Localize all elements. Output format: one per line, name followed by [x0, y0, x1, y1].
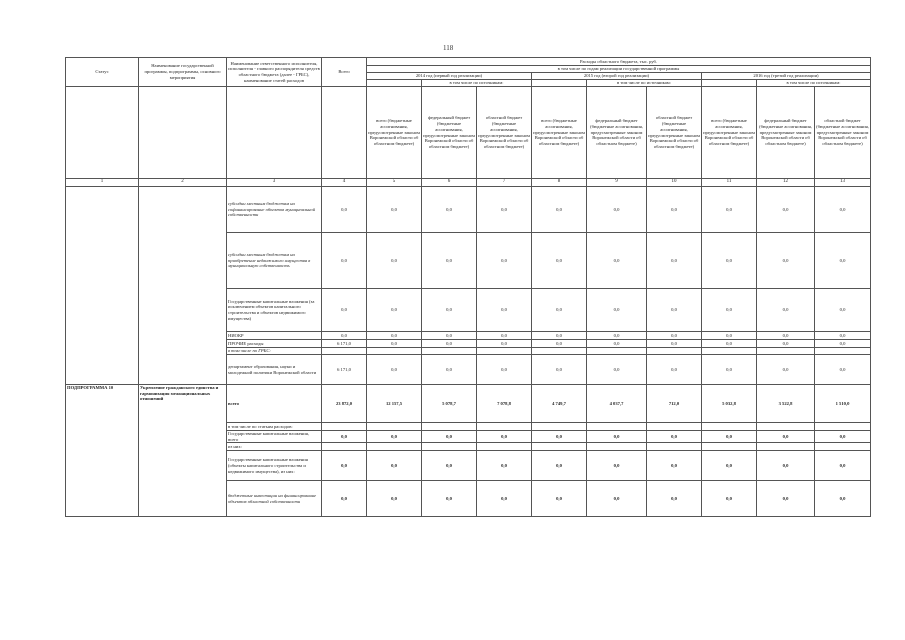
value-cell: [757, 423, 815, 431]
value-cell: [587, 423, 647, 431]
value-cell: [815, 443, 871, 451]
column-number: 2: [139, 179, 227, 187]
column-number: 8: [532, 179, 587, 187]
value-cell: 0,0: [477, 187, 532, 233]
header-expenses-title: Расходы областного бюджета, тыс. руб.: [367, 58, 871, 66]
status-cell: [66, 187, 139, 385]
value-cell: [532, 348, 587, 355]
header-total-budget: всего (бюджетные ассигнования, предусмотренные законом Воронежской области об областном бюджете): [532, 87, 587, 179]
value-cell: 0,0: [757, 355, 815, 385]
value-cell: 0,0: [815, 355, 871, 385]
value-cell: 0,0: [815, 481, 871, 517]
value-cell: 0,0: [422, 340, 477, 348]
value-cell: [367, 348, 422, 355]
row-label: в том числе по ГРБС:: [227, 348, 322, 355]
value-cell: 0,0: [587, 187, 647, 233]
value-cell: 0,0: [422, 332, 477, 340]
value-cell: [587, 443, 647, 451]
value-cell: 0,0: [322, 431, 367, 443]
value-cell: [647, 443, 702, 451]
value-cell: 7 078,8: [477, 385, 532, 423]
value-cell: 0,0: [477, 340, 532, 348]
value-cell: [477, 348, 532, 355]
value-cell: 0,0: [532, 431, 587, 443]
value-cell: 0,0: [647, 332, 702, 340]
value-cell: [322, 423, 367, 431]
value-cell: [702, 348, 757, 355]
row-label: субсидии местным бюджетам на софинансирование объектов муниципальной собственности: [227, 187, 322, 233]
value-cell: 0,0: [815, 431, 871, 443]
value-cell: [477, 423, 532, 431]
header-regional: областной бюджет (бюджетные ассигнования, предусмотренные законом Воронежской области об областном бюджете): [477, 87, 532, 179]
value-cell: 0,0: [647, 481, 702, 517]
column-number: 5: [367, 179, 422, 187]
header-federal: федеральный бюджет (бюджетные ассигнования, предусмотренные законом Воронежской области об областном бюджете): [757, 87, 815, 179]
value-cell: 0,0: [322, 289, 367, 332]
value-cell: 23 872,0: [322, 385, 367, 423]
value-cell: 0,0: [647, 451, 702, 481]
value-cell: 0,0: [757, 481, 815, 517]
value-cell: 0,0: [757, 340, 815, 348]
value-cell: 0,0: [422, 187, 477, 233]
value-cell: [815, 348, 871, 355]
value-cell: [815, 423, 871, 431]
row-label: субсидии местным бюджетам на приобретение недвижимого имущества в муниципальную собственность: [227, 233, 322, 289]
header-federal: федеральный бюджет (бюджетные ассигнования, предусмотренные законом Воронежской области об областном бюджете): [422, 87, 477, 179]
header-executor: Наименование ответственного исполнителя, исполнителя - главного распорядителя средств областного бюджета (далее - ГРБС), наименование статей расходов: [227, 58, 322, 87]
value-cell: 5 078,7: [422, 385, 477, 423]
subprogram-name: Укрепление гражданского единства и гармонизация межнациональных отношений: [139, 385, 227, 517]
value-cell: 0,0: [367, 187, 422, 233]
column-number: 11: [702, 179, 757, 187]
header-program-name: Наименование государственной программы, подпрограммы, основного мероприятия: [139, 58, 227, 87]
value-cell: [322, 443, 367, 451]
subprogram-status: ПОДПРОГРАММА 10: [66, 385, 139, 517]
value-cell: 0,0: [587, 431, 647, 443]
column-number: 9: [587, 179, 647, 187]
value-cell: 12 157,5: [367, 385, 422, 423]
value-cell: 712,0: [647, 385, 702, 423]
value-cell: 0,0: [815, 332, 871, 340]
value-cell: 0,0: [322, 187, 367, 233]
value-cell: 0,0: [532, 355, 587, 385]
value-cell: 0,0: [702, 289, 757, 332]
value-cell: 0,0: [647, 233, 702, 289]
value-cell: 0,0: [757, 289, 815, 332]
value-cell: 0,0: [757, 187, 815, 233]
value-cell: [322, 348, 367, 355]
value-cell: 0,0: [422, 355, 477, 385]
value-cell: 0,0: [702, 431, 757, 443]
value-cell: 0,0: [477, 481, 532, 517]
value-cell: 1 510,0: [815, 385, 871, 423]
value-cell: 0,0: [367, 355, 422, 385]
value-cell: 0,0: [367, 233, 422, 289]
value-cell: [367, 423, 422, 431]
value-cell: 0,0: [322, 332, 367, 340]
header-by-sources: в том числе по источникам:: [587, 80, 702, 87]
header-status: Статус: [66, 58, 139, 87]
header-total: Всего: [322, 58, 367, 87]
value-cell: 0,0: [367, 451, 422, 481]
value-cell: [757, 348, 815, 355]
value-cell: [757, 443, 815, 451]
header-by-sources: в том числе по источникам:: [422, 80, 532, 87]
header-federal: федеральный бюджет (бюджетные ассигнования, предусмотренные законом Воронежской области об областном бюджете): [587, 87, 647, 179]
value-cell: 0,0: [757, 332, 815, 340]
value-cell: 0,0: [532, 332, 587, 340]
value-cell: 0,0: [702, 451, 757, 481]
column-number: 1: [66, 179, 139, 187]
value-cell: 0,0: [587, 481, 647, 517]
value-cell: 0,0: [477, 233, 532, 289]
value-cell: [422, 443, 477, 451]
value-cell: 0,0: [587, 355, 647, 385]
value-cell: [647, 423, 702, 431]
value-cell: 0,0: [647, 355, 702, 385]
value-cell: 0,0: [367, 332, 422, 340]
value-cell: 0,0: [815, 187, 871, 233]
value-cell: [532, 423, 587, 431]
value-cell: [532, 443, 587, 451]
column-number: 10: [647, 179, 702, 187]
row-label: бюджетные инвестиции на финансирование объектов областной собственности: [227, 481, 322, 517]
value-cell: [702, 443, 757, 451]
value-cell: 0,0: [477, 431, 532, 443]
value-cell: 0,0: [815, 233, 871, 289]
header-year-2014: 2014 год (первый год реализации): [367, 73, 532, 80]
header-year-2015: 2015 год (второй год реализации): [532, 73, 702, 80]
value-cell: [422, 348, 477, 355]
value-cell: 0,0: [702, 340, 757, 348]
value-cell: 0,0: [322, 451, 367, 481]
value-cell: 0,0: [587, 289, 647, 332]
value-cell: 0,0: [757, 233, 815, 289]
value-cell: 0,0: [367, 340, 422, 348]
value-cell: 0,0: [422, 451, 477, 481]
value-cell: 0,0: [702, 233, 757, 289]
value-cell: 0,0: [532, 289, 587, 332]
header-regional: областной бюджет (бюджетные ассигнования, предусмотренные законом Воронежской области об областном бюджете): [815, 87, 871, 179]
column-number: 7: [477, 179, 532, 187]
value-cell: 4 037,7: [587, 385, 647, 423]
column-number: 12: [757, 179, 815, 187]
value-cell: 0,0: [532, 340, 587, 348]
value-cell: 0,0: [422, 233, 477, 289]
row-label: Государственные капитальные вложения, всего: [227, 431, 322, 443]
value-cell: 0,0: [367, 481, 422, 517]
row-label: из них:: [227, 443, 322, 451]
column-number: 3: [227, 179, 322, 187]
value-cell: [367, 443, 422, 451]
value-cell: 4 749,7: [532, 385, 587, 423]
row-label: в том числе по статьям расходов:: [227, 423, 322, 431]
value-cell: 0,0: [815, 451, 871, 481]
value-cell: 0,0: [367, 289, 422, 332]
value-cell: 0,0: [757, 431, 815, 443]
column-number: 6: [422, 179, 477, 187]
header-by-sources: в том числе по источникам:: [757, 80, 871, 87]
value-cell: 0,0: [587, 233, 647, 289]
value-cell: 0,0: [757, 451, 815, 481]
value-cell: 0,0: [647, 340, 702, 348]
value-cell: 0,0: [702, 481, 757, 517]
value-cell: [477, 443, 532, 451]
value-cell: 0,0: [367, 431, 422, 443]
value-cell: 3 522,8: [757, 385, 815, 423]
value-cell: 0,0: [532, 481, 587, 517]
header-year-2016: 2016 год (третий год реализации): [702, 73, 871, 80]
value-cell: [587, 348, 647, 355]
program-name-cell: [139, 187, 227, 385]
value-cell: 5 032,8: [702, 385, 757, 423]
header-total-budget: всего (бюджетные ассигнования, предусмотренные законом Воронежской области об областном бюджете): [367, 87, 422, 179]
row-label: Государственные капитальные вложения (за исключением объектов капитального строительства и объектов недвижимого имущества): [227, 289, 322, 332]
column-number: 4: [322, 179, 367, 187]
row-label: Государственные капитальные вложения (объекты капитального строительства и недвижимого имущества), из них:: [227, 451, 322, 481]
value-cell: 0,0: [702, 355, 757, 385]
value-cell: [647, 348, 702, 355]
row-label: департамент образования, науки и молодежной политики Воронежской области: [227, 355, 322, 385]
row-label: всего: [227, 385, 322, 423]
table-row: [66, 385, 871, 423]
value-cell: 6 171,0: [322, 355, 367, 385]
value-cell: 0,0: [477, 355, 532, 385]
value-cell: 0,0: [815, 340, 871, 348]
value-cell: 6 171,0: [322, 340, 367, 348]
row-label: ПРОЧИЕ расходы: [227, 340, 322, 348]
value-cell: 0,0: [477, 289, 532, 332]
value-cell: 0,0: [647, 289, 702, 332]
table-row: [66, 187, 871, 233]
value-cell: 0,0: [647, 431, 702, 443]
header-total-budget: всего (бюджетные ассигнования, предусмотренные законом Воронежской области об областном бюджете): [702, 87, 757, 179]
header-regional: областной бюджет (бюджетные ассигнования, предусмотренные законом Воронежской области об областном бюджете): [647, 87, 702, 179]
value-cell: [422, 423, 477, 431]
value-cell: 0,0: [422, 481, 477, 517]
column-number: 13: [815, 179, 871, 187]
value-cell: 0,0: [702, 332, 757, 340]
value-cell: 0,0: [477, 332, 532, 340]
header-by-years: в том числе по годам реализации государственной программы: [367, 66, 871, 73]
value-cell: 0,0: [587, 451, 647, 481]
value-cell: 0,0: [815, 289, 871, 332]
value-cell: 0,0: [587, 340, 647, 348]
value-cell: 0,0: [422, 289, 477, 332]
value-cell: 0,0: [422, 431, 477, 443]
page-number: 118: [443, 44, 454, 52]
value-cell: 0,0: [647, 187, 702, 233]
value-cell: 0,0: [532, 187, 587, 233]
value-cell: 0,0: [587, 332, 647, 340]
value-cell: 0,0: [322, 233, 367, 289]
row-label: НИОКР: [227, 332, 322, 340]
value-cell: 0,0: [477, 451, 532, 481]
value-cell: [702, 423, 757, 431]
value-cell: 0,0: [532, 451, 587, 481]
budget-table: [65, 57, 871, 517]
value-cell: 0,0: [702, 187, 757, 233]
value-cell: 0,0: [322, 481, 367, 517]
value-cell: 0,0: [532, 233, 587, 289]
